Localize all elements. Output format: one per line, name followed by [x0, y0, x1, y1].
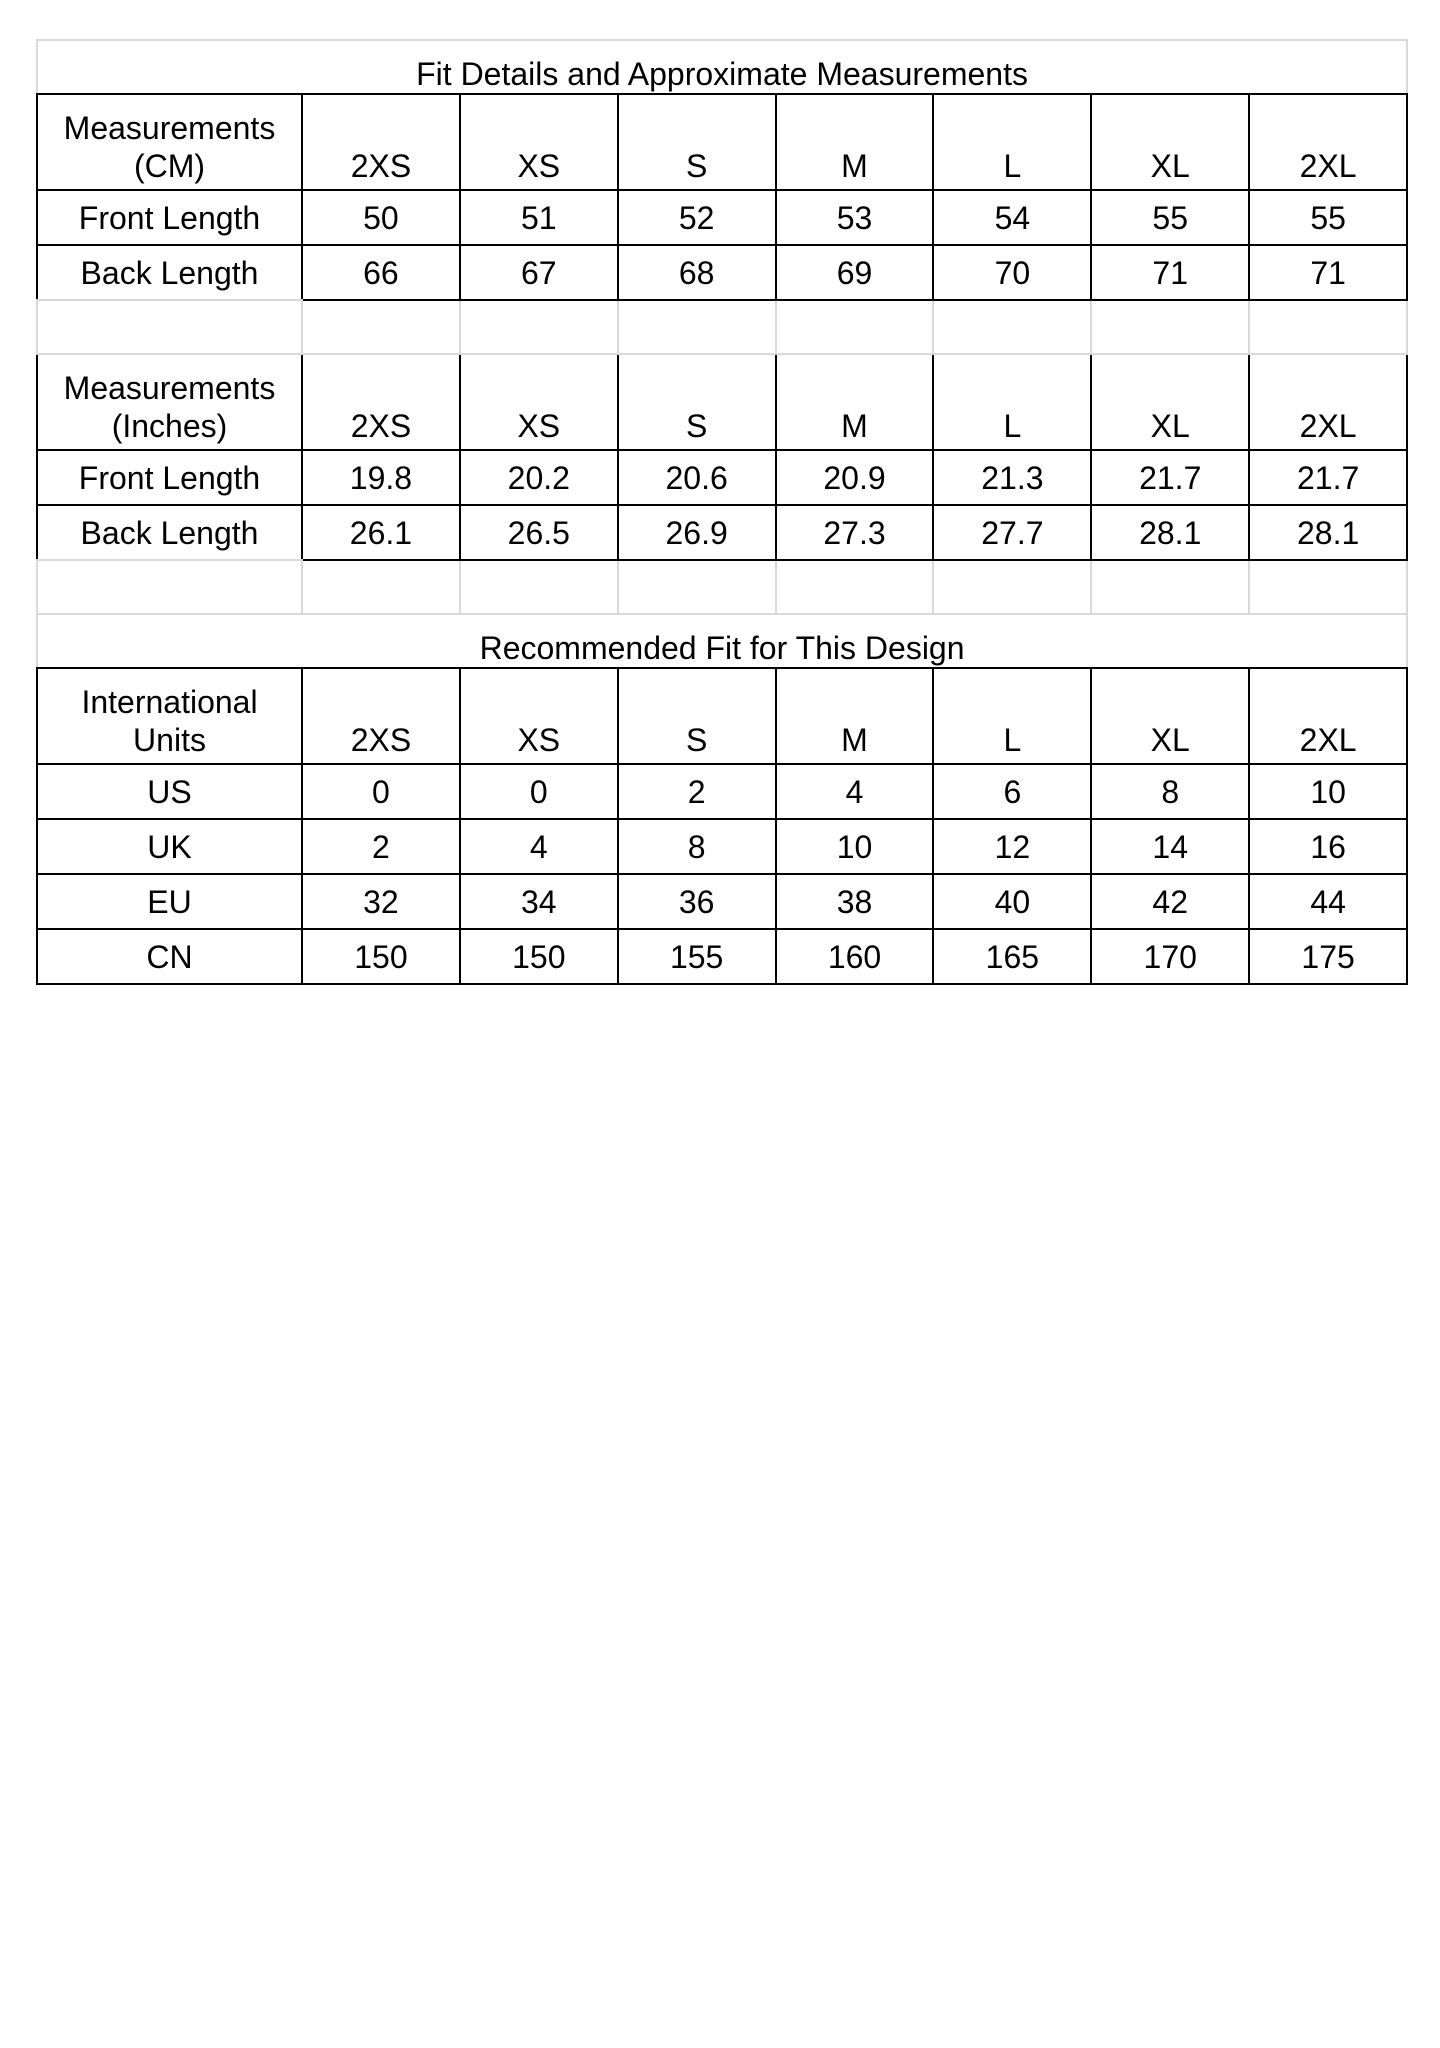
intl-table-cell: 6 — [933, 764, 1091, 819]
header-label-line1: Measurements — [63, 370, 276, 406]
inch-table-cell: 26.5 — [460, 505, 618, 560]
intl-table-cell: 10 — [1249, 764, 1407, 819]
intl-table-cell: 0 — [460, 764, 618, 819]
size-header-xs: XS — [460, 668, 618, 764]
intl-table-cell: 2 — [618, 764, 776, 819]
intl-table-cell: 4 — [460, 819, 618, 874]
cm-table-cell: 71 — [1091, 245, 1249, 300]
cm-table-row-label: Back Length — [37, 245, 302, 300]
empty-cell — [302, 300, 460, 354]
intl-table-cell: 165 — [933, 929, 1091, 984]
inch-table-cell: 21.7 — [1091, 450, 1249, 505]
intl-table-row — [37, 874, 1407, 929]
inch-table-header-label — [37, 354, 302, 450]
intl-table-row-label: US — [37, 764, 302, 819]
section-title-measurements: Fit Details and Approximate Measurements — [37, 40, 1407, 94]
empty-cell — [933, 300, 1091, 354]
intl-table-cell: 175 — [1249, 929, 1407, 984]
size-header-s: S — [618, 94, 776, 190]
inch-table-cell: 27.3 — [776, 505, 934, 560]
section-title-measurements-row — [37, 40, 1407, 94]
size-header-m: M — [776, 354, 934, 450]
intl-table-cell: 155 — [618, 929, 776, 984]
inch-table-row-label: Back Length — [37, 505, 302, 560]
cm-table-cell: 70 — [933, 245, 1091, 300]
inch-table-row — [37, 450, 1407, 505]
intl-table-row — [37, 764, 1407, 819]
section-title-recommended-fit: Recommended Fit for This Design — [37, 614, 1407, 668]
size-header-xs: XS — [460, 354, 618, 450]
intl-table-header-label — [37, 668, 302, 764]
intl-table-cell: 14 — [1091, 819, 1249, 874]
inch-table-cell: 19.8 — [302, 450, 460, 505]
intl-table-cell: 10 — [776, 819, 934, 874]
size-header-2xl: 2XL — [1249, 354, 1407, 450]
inch-table-cell: 26.1 — [302, 505, 460, 560]
size-header-xl: XL — [1091, 94, 1249, 190]
size-header-m: M — [776, 668, 934, 764]
empty-cell — [1249, 560, 1407, 614]
inch-table-cell: 21.7 — [1249, 450, 1407, 505]
header-label-line1: Measurements — [63, 110, 276, 146]
intl-table-cell: 34 — [460, 874, 618, 929]
cm-table-cell: 52 — [618, 190, 776, 245]
intl-table-row-label: EU — [37, 874, 302, 929]
size-header-s: S — [618, 354, 776, 450]
size-header-s: S — [618, 668, 776, 764]
intl-table-cell: 160 — [776, 929, 934, 984]
intl-table-cell: 12 — [933, 819, 1091, 874]
spacer-row-1 — [37, 300, 1407, 354]
intl-table-cell: 36 — [618, 874, 776, 929]
header-label-line1: International — [81, 684, 258, 720]
inch-table-row-label: Front Length — [37, 450, 302, 505]
cm-table-cell: 50 — [302, 190, 460, 245]
size-header-xl: XL — [1091, 668, 1249, 764]
intl-table-cell: 32 — [302, 874, 460, 929]
empty-cell — [776, 300, 934, 354]
size-header-2xs: 2XS — [302, 668, 460, 764]
cm-table-header-row — [37, 94, 1407, 190]
size-chart-table — [36, 39, 1408, 985]
cm-table-cell: 53 — [776, 190, 934, 245]
spacer-row-2 — [37, 560, 1407, 614]
cm-table-row — [37, 190, 1407, 245]
cm-table-row-label: Front Length — [37, 190, 302, 245]
intl-table-cell: 150 — [460, 929, 618, 984]
empty-cell — [302, 560, 460, 614]
inch-table-cell: 20.9 — [776, 450, 934, 505]
inch-table-cell: 20.2 — [460, 450, 618, 505]
empty-cell — [776, 560, 934, 614]
empty-cell — [37, 300, 302, 354]
cm-table-cell: 55 — [1091, 190, 1249, 245]
intl-table-cell: 8 — [618, 819, 776, 874]
empty-cell — [933, 560, 1091, 614]
inch-table-cell: 21.3 — [933, 450, 1091, 505]
cm-table-cell: 71 — [1249, 245, 1407, 300]
inch-table-cell: 27.7 — [933, 505, 1091, 560]
inch-table-cell: 28.1 — [1091, 505, 1249, 560]
intl-table-cell: 40 — [933, 874, 1091, 929]
inch-table-header-row — [37, 354, 1407, 450]
size-header-l: L — [933, 94, 1091, 190]
intl-table-row — [37, 929, 1407, 984]
size-header-2xs: 2XS — [302, 354, 460, 450]
size-header-2xl: 2XL — [1249, 94, 1407, 190]
intl-table-cell: 0 — [302, 764, 460, 819]
intl-table-cell: 170 — [1091, 929, 1249, 984]
size-header-2xl: 2XL — [1249, 668, 1407, 764]
cm-table-header-label — [37, 94, 302, 190]
intl-table-cell: 150 — [302, 929, 460, 984]
cm-table-cell: 68 — [618, 245, 776, 300]
inch-table-cell: 20.6 — [618, 450, 776, 505]
intl-table-cell: 2 — [302, 819, 460, 874]
size-header-2xs: 2XS — [302, 94, 460, 190]
empty-cell — [1091, 560, 1249, 614]
intl-table-header-row — [37, 668, 1407, 764]
empty-cell — [460, 560, 618, 614]
intl-table-cell: 16 — [1249, 819, 1407, 874]
cm-table-cell: 66 — [302, 245, 460, 300]
empty-cell — [1091, 300, 1249, 354]
size-header-l: L — [933, 668, 1091, 764]
empty-cell — [460, 300, 618, 354]
header-label-line2: (Inches) — [111, 408, 228, 444]
header-label-line2: (CM) — [133, 148, 206, 184]
header-label-line2: Units — [133, 722, 206, 758]
intl-table-cell: 8 — [1091, 764, 1249, 819]
cm-table-row — [37, 245, 1407, 300]
size-chart-sheet — [36, 39, 1406, 985]
intl-table-cell: 44 — [1249, 874, 1407, 929]
empty-cell — [618, 560, 776, 614]
cm-table-cell: 67 — [460, 245, 618, 300]
cm-table-cell: 54 — [933, 190, 1091, 245]
empty-cell — [37, 560, 302, 614]
size-header-xs: XS — [460, 94, 618, 190]
intl-table-row-label: UK — [37, 819, 302, 874]
size-header-xl: XL — [1091, 354, 1249, 450]
inch-table-cell: 26.9 — [618, 505, 776, 560]
cm-table-cell: 55 — [1249, 190, 1407, 245]
section-title-recommended-fit-row — [37, 614, 1407, 668]
intl-table-cell: 42 — [1091, 874, 1249, 929]
intl-table-cell: 38 — [776, 874, 934, 929]
intl-table-row-label: CN — [37, 929, 302, 984]
cm-table-cell: 51 — [460, 190, 618, 245]
empty-cell — [618, 300, 776, 354]
cm-table-cell: 69 — [776, 245, 934, 300]
size-header-l: L — [933, 354, 1091, 450]
inch-table-cell: 28.1 — [1249, 505, 1407, 560]
inch-table-row — [37, 505, 1407, 560]
intl-table-cell: 4 — [776, 764, 934, 819]
size-header-m: M — [776, 94, 934, 190]
intl-table-row — [37, 819, 1407, 874]
empty-cell — [1249, 300, 1407, 354]
